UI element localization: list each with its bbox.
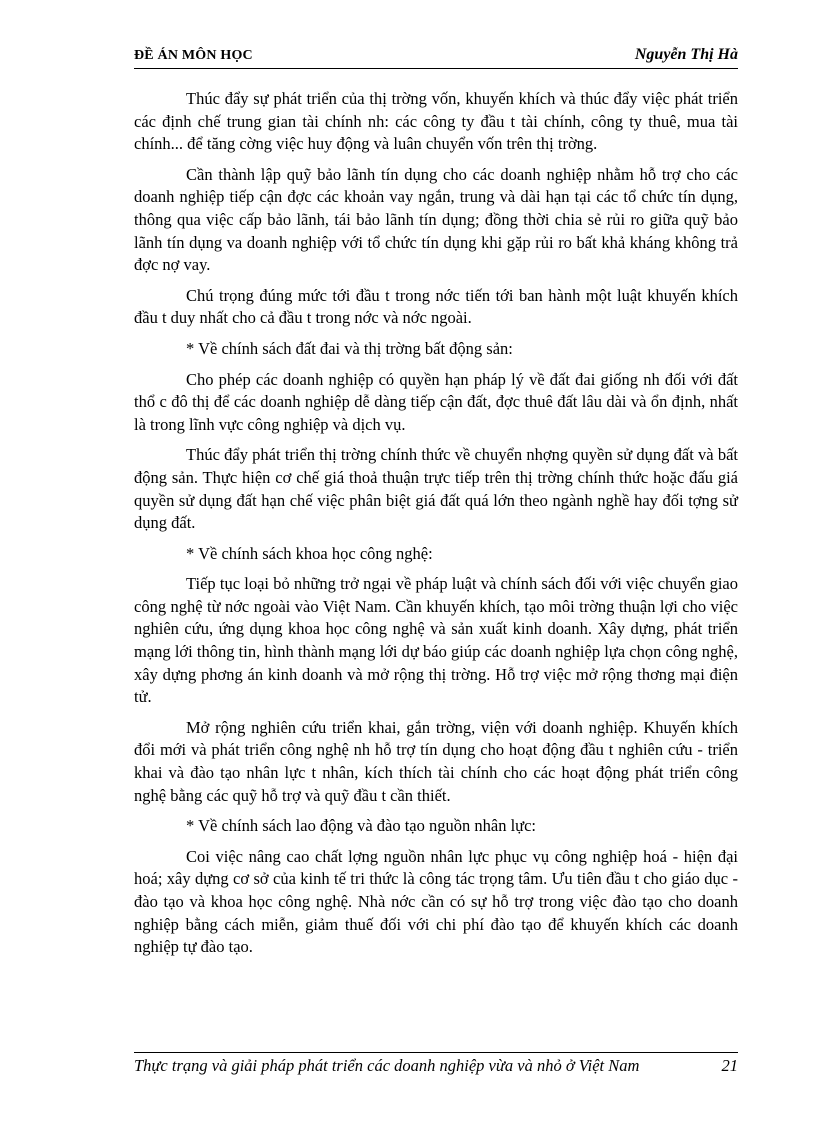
- section-heading-science-tech-policy: * Về chính sách khoa học công nghệ:: [186, 543, 433, 563]
- paragraph: Cần thành lập quỹ bảo lãnh tín dụng cho các doanh nghiệp nhằm hỗ trợ cho các doanh nghiệp tiếp cận đợc các khoản vay ngắn, trung và dài hạn tại các tổ chức tín dụng, thông qua việc cấp bảo lãnh, tái bảo lãnh tín dụng; đồng thời chia sẻ rủi ro giữa quỹ bảo lãnh tín dụng va doanh nghiệp với tổ chức tín dụng khi gặp rủi ro bất khả kháng không trả đợc nợ vay.: [134, 164, 738, 275]
- section-heading-land-policy: * Về chính sách đất đai và thị trờng bất động sản:: [186, 338, 513, 358]
- paragraph: Mở rộng nghiên cứu triển khai, gắn trờng, viện với doanh nghiệp. Khuyến khích đổi mới và phát triển công nghệ nh hỗ trợ tín dụng cho hoạt động đầu t nghiên cứu - triển khai và đào tạo nhân lực t nhân, kích thích tài chính cho các hoạt động phát triển công nghệ bằng các quỹ hỗ trợ và quỹ đầu t cần thiết.: [134, 717, 738, 805]
- page-number: 21: [721, 1056, 738, 1075]
- paragraph: Chú trọng đúng mức tới đầu t trong nớc tiến tới ban hành một luật khuyến khích đầu t duy nhất cho cả đầu t trong nớc và nớc ngoài.: [134, 285, 738, 328]
- header-course-title: ĐỀ ÁN MÔN HỌC: [134, 48, 253, 63]
- page-header: [134, 46, 738, 69]
- paragraph: Tiếp tục loại bỏ những trở ngại về pháp luật và chính sách đối với việc chuyển giao công nghệ từ nớc ngoài vào Việt Nam. Cần khuyến khích, tạo môi trờng thuận lợi cho việc nghiên cứu, ứng dụng khoa học công nghệ và sản xuất kinh doanh. Xây dựng, phát triển mạng lới thông tin, hình thành mạng lới dự báo giúp các doanh nghiệp lựa chọn công nghệ, xây dựng phơng án kinh doanh và mở rộng thị trờng. Hỗ trợ việc mở rộng thơng mại điện tử.: [134, 574, 738, 707]
- paragraph: Thúc đẩy sự phát triển của thị trờng vốn, khuyến khích và thúc đẩy việc phát triển các định chế trung gian tài chính nh: các công ty đầu t tài chính, công ty thuê, mua tài chính... để tăng cờng việc huy động và luân chuyển vốn trên thị trờng.: [134, 89, 738, 154]
- paragraph: Thúc đẩy phát triển thị trờng chính thức về chuyển nhợng quyền sử dụng đất và bất động sản. Thực hiện cơ chế giá thoả thuận trực tiếp trên thị trờng chính thức hoặc đấu giá quyền sử dụng đất hạn chế việc phân biệt giá đất quá lớn theo ngành nghề hay đối tợng sử dụng đất.: [134, 445, 738, 533]
- page-footer: [134, 1052, 738, 1093]
- document-body: [134, 88, 738, 967]
- footer-document-title: Thực trạng và giải pháp phát triển các doanh nghiệp vừa và nhỏ ở Việt Nam: [134, 1056, 640, 1075]
- header-author-name: Nguyễn Thị Hà: [634, 46, 738, 63]
- section-heading-labor-policy: * Về chính sách lao động và đào tạo nguồn nhân lực:: [186, 816, 537, 836]
- paragraph: Coi việc nâng cao chất lợng nguồn nhân lực phục vụ công nghiệp hoá - hiện đại hoá; xây dựng cơ sở của kinh tế tri thức là công tác trọng tâm. Ưu tiên đầu t cho giáo dục - đào tạo và khoa học công nghệ. Nhà nớc cần có sự hỗ trợ trong việc đào tạo cho doanh nghiệp bằng cách miễn, giảm thuế đối với chi phí đào tạo để khuyến khích các doanh nghiệp tự đào tạo.: [134, 846, 738, 957]
- paragraph: Cho phép các doanh nghiệp có quyền hạn pháp lý về đất đai giống nh đối với đất thổ c đô thị để các doanh nghiệp dễ dàng tiếp cận đất, đợc thuê đất lâu dài và ổn định, nhất là trong lĩnh vực công nghiệp và dịch vụ.: [134, 369, 738, 434]
